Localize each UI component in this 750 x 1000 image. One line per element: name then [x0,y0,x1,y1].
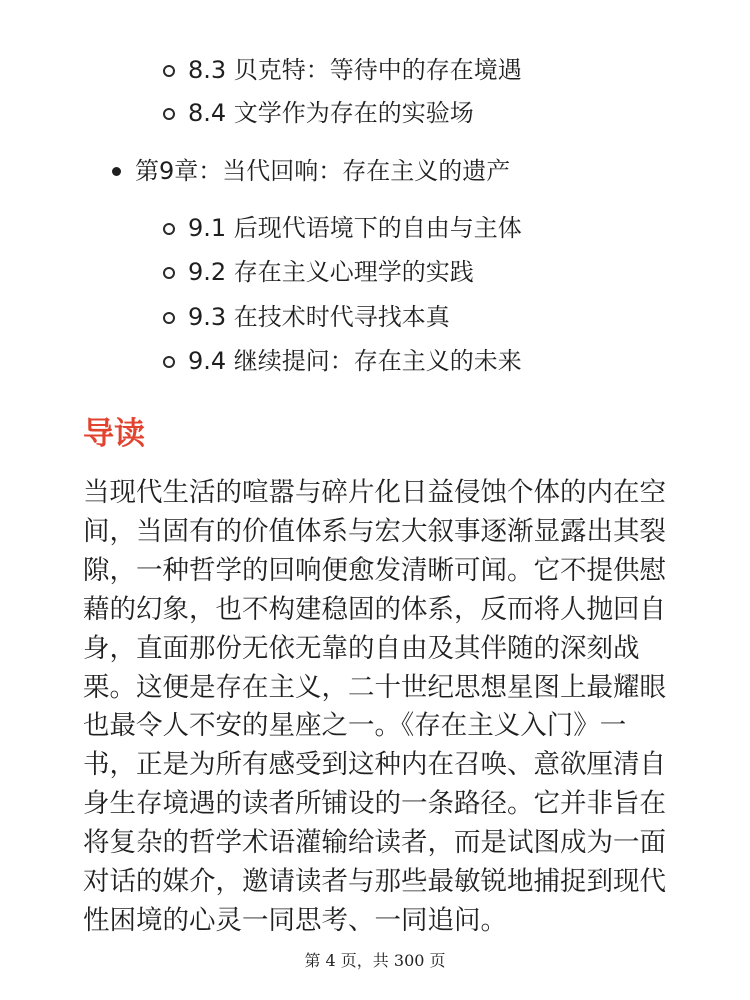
toc-item-9-1[interactable] [188,213,522,243]
hollow-bullet-icon [163,267,175,279]
toc-item-8-4[interactable] [188,98,474,128]
toc-item-label: 9.2 存在主义心理学的实践 [188,258,474,286]
toc-item-8-3[interactable] [188,55,522,85]
toc-item-9-2[interactable] [188,257,474,287]
toc-item-label: 9.3 在技术时代寻找本真 [188,303,450,331]
hollow-bullet-icon [163,356,175,368]
toc-chapter-9[interactable] [135,156,510,186]
hollow-bullet-icon [163,108,175,120]
page-number-footer: 第 4 页，共 300 页 [304,951,446,970]
hollow-bullet-icon [163,223,175,235]
toc-item-label: 8.3 贝克特：等待中的存在境遇 [188,56,522,84]
hollow-bullet-icon [163,312,175,324]
toc-item-label: 9.1 后现代语境下的自由与主体 [188,214,522,242]
hollow-bullet-icon [163,65,175,77]
toc-item-9-4[interactable] [188,346,522,376]
toc-chapter-label: 第9章：当代回响：存在主义的遗产 [135,157,511,185]
intro-paragraph: 当现代生活的喧嚣与碎片化日益侵蚀个体的内在空间，当固有的价值体系与宏大叙事逐渐显露出其裂隙，一种哲学的回响便愈发清晰可闻。它不提供慰藉的幻象，也不构建稳固的体系，反而将人抛回自身，直面那份无依无靠的自由及其伴随的深刻战栗。这便是存在主义，二十世纪思想星图上最耀眼也最令人不安的星座之一。《存在主义入门》一书，正是为所有感受到这种内在召唤、意欲厘清自身生存境遇的读者所铺设的一条路径。它并非旨在将复杂的哲学术语灌输给读者，而是试图成为一面对话的媒介，邀请读者与那些最敏锐地捕捉到现代性困境的心灵一同思考、一同追问。 [83,477,666,936]
toc-item-label: 9.4 继续提问：存在主义的未来 [188,347,522,375]
toc-item-label: 8.4 文学作为存在的实验场 [188,99,474,127]
section-heading: 导读 [83,416,145,452]
toc-item-9-3[interactable] [188,302,450,332]
solid-bullet-icon [112,167,121,176]
